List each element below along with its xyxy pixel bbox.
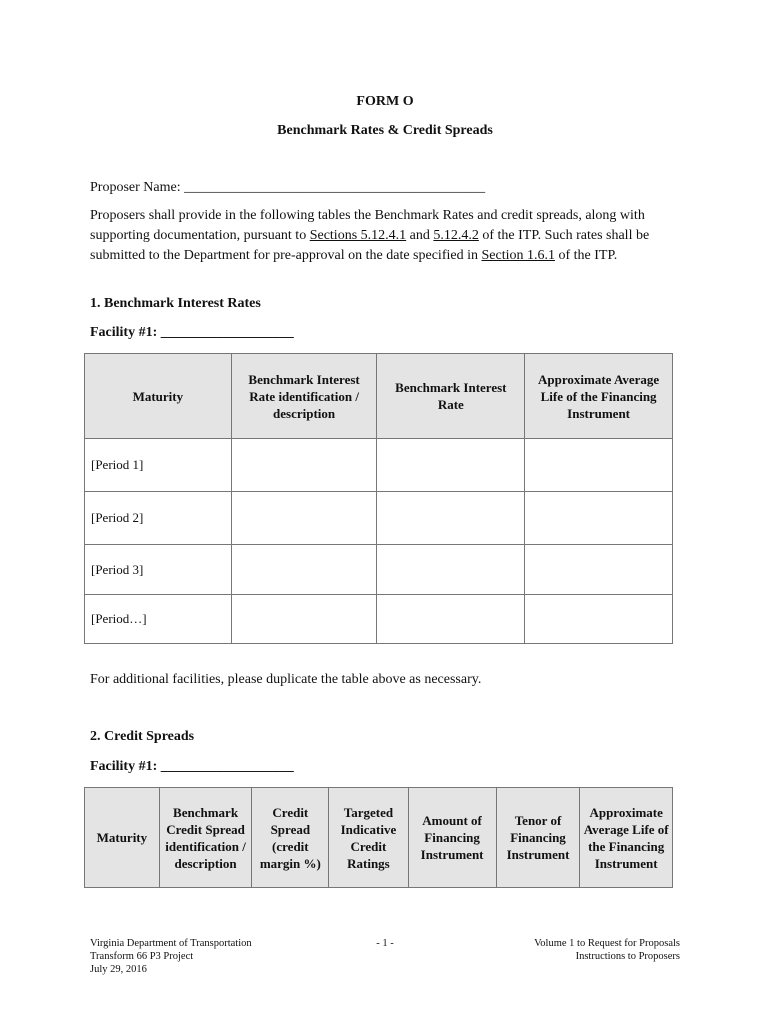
col-benchmark-rate: Benchmark Interest Rate [377, 354, 525, 439]
table-cell[interactable] [525, 439, 673, 492]
table-cell[interactable] [525, 595, 673, 644]
page-number: - 1 - [376, 938, 394, 949]
proposer-name-label: Proposer Name: [90, 180, 181, 195]
period-label: [Period 3] [85, 545, 232, 595]
intro-text-3: of the ITP. [554, 248, 618, 263]
col-maturity: Maturity [85, 354, 232, 439]
period-label: [Period 2] [85, 492, 232, 545]
table-cell[interactable] [231, 595, 377, 644]
section-ref-1-6-1[interactable]: Section 1.6.1 [481, 248, 555, 263]
footer-right [534, 937, 680, 963]
facility-field[interactable]: ___________________ [160, 325, 294, 340]
table-cell[interactable] [377, 492, 525, 545]
footer-org: Virginia Department of Transportation [90, 938, 252, 949]
period-label: [Period 1] [85, 439, 232, 492]
section2-facility [90, 759, 294, 775]
period-label: [Period…] [85, 595, 232, 644]
section1-facility [90, 325, 294, 341]
duplicate-table-note: For additional facilities, please duplicate the table above as necessary. [90, 672, 482, 687]
table-cell[interactable] [231, 545, 377, 595]
form-subtitle: Benchmark Rates & Credit Spreads [277, 123, 493, 138]
section-ref-5-12-4-1[interactable]: Sections 5.12.4.1 [309, 228, 407, 243]
proposer-name-line [90, 178, 690, 198]
col-maturity: Maturity [85, 788, 160, 888]
benchmark-rates-table [84, 353, 673, 644]
section-ref-5-12-4-2[interactable]: 5.12.4.2 [433, 228, 479, 243]
table-row [85, 545, 673, 595]
facility-label: Facility #1: [90, 325, 158, 340]
col-credit-ratings: Targeted Indicative Credit Ratings [329, 788, 408, 888]
table-header-row [85, 788, 673, 888]
footer-instructions: Instructions to Proposers [575, 951, 680, 962]
intro-text-2: of the ITP. Such rates shall be submitted to the Department for pre-approval on the date specified in [90, 228, 650, 263]
section2-heading: 2. Credit Spreads [90, 729, 195, 744]
footer-project: Transform 66 P3 Project [90, 951, 194, 962]
footer-date: July 29, 2016 [90, 964, 147, 975]
table-cell[interactable] [231, 439, 377, 492]
table-cell[interactable] [377, 439, 525, 492]
footer-volume: Volume 1 to Request for Proposals [534, 938, 680, 949]
col-credit-spread: Credit Spread (credit margin %) [252, 788, 329, 888]
credit-spreads-table [84, 787, 673, 888]
table-row [85, 492, 673, 545]
col-financing-amount: Amount of Financing Instrument [408, 788, 496, 888]
table-header-row [85, 354, 673, 439]
table-cell[interactable] [377, 545, 525, 595]
table-row [85, 595, 673, 644]
table-cell[interactable] [525, 492, 673, 545]
table-cell[interactable] [231, 492, 377, 545]
col-spread-identification: Benchmark Credit Spread identification / description [159, 788, 252, 888]
proposer-name-field[interactable]: ___________________________________________ [184, 180, 486, 195]
col-financing-tenor: Tenor of Financing Instrument [496, 788, 580, 888]
intro-paragraph [90, 206, 685, 266]
col-average-life: Approximate Average Life of the Financing Instrument [525, 354, 673, 439]
intro-text-and: and [406, 228, 434, 243]
col-rate-identification: Benchmark Interest Rate identification / description [231, 354, 377, 439]
table-cell[interactable] [377, 595, 525, 644]
intro-text-1: Proposers shall provide in the following tables the Benchmark Rates and credit spreads, along with supporting documentation, pursuant to [90, 208, 645, 243]
col-average-life: Approximate Average Life of the Financing Instrument [580, 788, 673, 888]
facility-field[interactable]: ___________________ [160, 759, 294, 774]
table-cell[interactable] [525, 545, 673, 595]
form-title: FORM O [356, 94, 414, 109]
facility-label: Facility #1: [90, 759, 158, 774]
section1-heading: 1. Benchmark Interest Rates [90, 296, 261, 311]
table-row [85, 439, 673, 492]
